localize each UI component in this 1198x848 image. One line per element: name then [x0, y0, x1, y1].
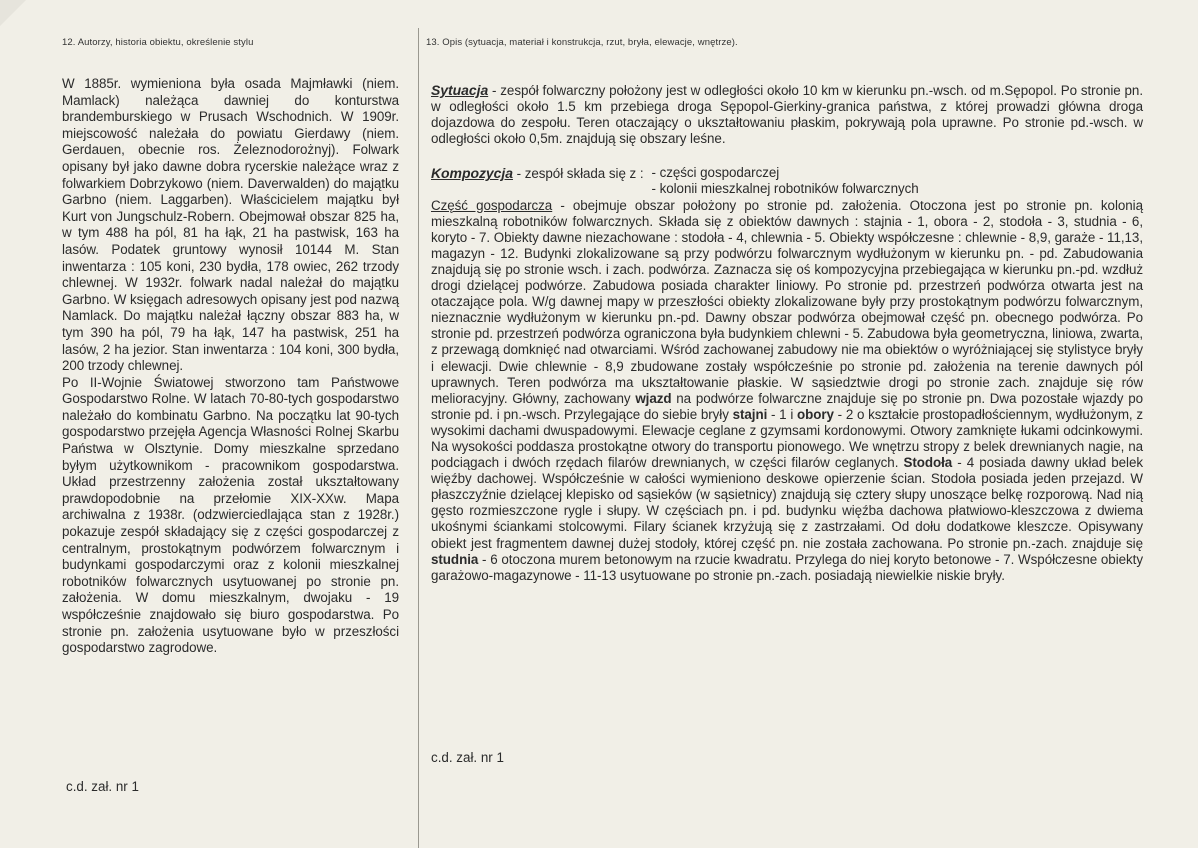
description-text: - 6 otoczona murem betonowym na rzucie kwadratu. Przylega do niej koryto betonowe - 7. Współczesne obiekty garażowo-magazynowe - 11-13 usytuowane po stronie pn.-zach. posiadają niewielkie niskie bryły.: [431, 551, 1143, 583]
column-divider: [418, 28, 419, 848]
history-column: [62, 76, 399, 657]
studnia-term: studnia: [431, 551, 479, 567]
history-paragraph-1: W 1885r. wymieniona była osada Majmławki (niem. Mamlack) należąca dawniej do konturstwa brandemburskiego w Prusach Wschodnich. W 1909r. miejscowość należała do powiatu Gierdawy (niem. Gerdauen, obecnie ros. Żeleznodorożnyj). Folwark opisany był jako dawne dobra rycerskie należące wraz z folwarkiem Dobrzykowo (niem. Daverwalden) do majątku Garbno (niem. Laggarben). Właścicielem majątku był Kurt von Jungschulz-Robern. Obejmował obszar 825 ha, w tym 488 ha pól, 81 ha łąk, 21 ha pastwisk, 163 ha lasów. Podatek gruntowy wynosił 10144 M. Stan inwentarza : 105 koni, 230 bydła, 178 owiec, 262 trzody chlewnej. W 1932r. folwark nadal należał do majątku Garbno. W księgach adresowych opisany jest pod nazwą Namlack. Do majątku należał łączny obszar 883 ha, w tym 390 ha pól, 79 ha łąk, 147 ha pastwisk, 251 ha lasów, 2 ha jezior. Stan inwentarza : 104 koni, 300 bydła, 200 trzody chlewnej.: [62, 76, 399, 374]
kompozycja-label: Kompozycja: [431, 165, 513, 182]
kompozycja-item: - części gospodarczej: [651, 165, 780, 181]
kompozycja-paragraph: [431, 165, 1143, 197]
spacer: [431, 147, 1143, 165]
history-paragraph-2: Po II-Wojnie Światowej stworzono tam Państwowe Gospodarstwo Rolne. W latach 70-80-tych gospodarstwo należało do kombinatu Garbno. Na początku lat 90-tych gospodarstwo przejęła Agencja Własności Rolnej Skarbu Państwa w Olsztynie. Domy mieszkalne sprzedano byłym użytkownikom - pracownikom gospodarstwa. Układ przestrzenny założenia został ukształtowany prawdopodobnie na przełomie XIX-XXw. Mapa archiwalna z 1938r. (odzwierciedlająca stan z 1928r.) pokazuje zespół składający się z części gospodarczej z centralnym, prostokątnym podwórzem folwarcznym i budynkami gospodarczymi oraz z kolonii mieszkalnej robotników folwarcznych usytuowanej po stronie pn. założenia. W domu mieszkalnym, dwojaku - 19 współcześnie znajdowało się biuro gospodarstwa. Po stronie pn. założenia usytuowane było w przeszłości gospodarstwo zagrodowe.: [62, 374, 399, 656]
sytuacja-label: Sytuacja: [431, 82, 489, 98]
page-corner: [0, 0, 26, 26]
description-text: na podwórze folwarczne znajduje się po stronie pn. Dwa pozostałe wjazdy po stronie pd. i pn.-wsch. Przylegające do siebie bryły: [431, 390, 1143, 422]
stajni-term: stajni: [732, 406, 768, 422]
description-column: [431, 82, 1143, 584]
description-text: - obejmuje obszar położony po stronie pd. założenia. Otoczona jest po stronie pn. kolonią mieszkalną robotników folwarcznych. Składa się z obiektów dawnych : stajnia - 1, obora - 2, stodoła - 3, studnia - 6, koryto - 7. Obiekty dawne niezachowane : stodoła - 4, chlewnia - 5. Obiekty współczesne : chlewnie - 8,9, garaże - 11,13, magazyn - 12. Budynki zlokalizowane są przy podwórzu folwarcznym wydłużonym w kierunku pn. - pd. Zabudowania znajdują się po stronie wsch. i zach. podwórza. Zaznacza się oś kompozycyjna przebiegająca w kierunku pn.-pd. wzdłuż drogi dzielącej podwórze. Zabudowa posiada charakter liniowy. Po stronie pd. przestrzeń podwórza otwarta jest na otaczające pola. W/g dawnej mapy w przeszłości obiekty zlokalizowane były przy prostokątnym podwórzu folwarcznym, nieznacznie wydłużonym w kierunku pn.-pd. Dawny obszar podwórza obejmował część pn. obecnego podwórza. Po stronie pd. przestrzeń podwórza ograniczona była budynkiem chlewni - 5. Zabudowa była geometryczna, liniowa, zwarta, z przewagą domknięć nad otwarciami. Wśród zachowanej zabudowy nie ma obiektów o wyróżniającej się stylistyce bryły i elewacji. Dwie chlewnie - 8,9 zbudowane zostały współcześnie po stronie pd. założenia na terenie dawnych pól uprawnych. Teren podwórza ma ukształtowanie płaskie. W sąsiedztwie drogi po stronie zach. znajduje się rów melioracyjny. Główny, zachowany: [431, 197, 1143, 406]
description-text: - 2 o kształcie prostopadłościennym, wydłużonym, z wysokimi dachami dwuspadowymi. Elewacje ceglane z gzymsami kordonowymi. Otwory zamknięte łukami odcinkowymi. Na wysokości poddasza prostokątne otwory do transportu pionowego. We wnętrzu stropy z belek drewnianych nagie, na podciągach i dwóch rzędach filarów drewnianych, w części filarów ceglanych.: [431, 406, 1143, 471]
kompozycja-item: - kolonii mieszkalnej robotników folwarcznych: [651, 181, 919, 197]
description-text: - 1 i: [767, 406, 797, 422]
kompozycja-text: - zespół składa się z :: [512, 166, 644, 182]
sytuacja-paragraph: [431, 82, 1143, 147]
right-continuation-note: c.d. zał. nr 1: [431, 750, 504, 765]
description-text: - 4 posiada dawny układ belek więźby dachowej. Współcześnie w całości wymieniono deskowe opierzenie ścian. Stodoła posiada jeden przejazd. W płaszczyźnie dzielącej klepisko od sąsieków (w sąsietnicy) znajdują się cztery słupy unoszące belkę rozporową. Nad nią gęsto rozmieszczone rygle i słupy. W częściach pn. i pd. budynku więźba dachowa płatwiowo-kleszczowa z dwiema ukośnymi ściankami stolcowymi. Filary ścianek krzyżują się z zastrzałami. Od dołu dodatkowe kleszcze. Opisywany obiekt jest fragmentem dawnej dużej stodoły, której część pn. nie została zachowana. Po stronie pn.-zach. znajduje się: [431, 455, 1143, 551]
czesc-gospodarcza-label: Część gospodarcza: [431, 197, 553, 213]
wjazd-term: wjazd: [635, 390, 672, 406]
section-13-title: 13. Opis (sytuacja, materiał i konstrukcja, rzut, bryła, elewacje, wnętrze).: [426, 37, 738, 48]
sytuacja-text: - zespół folwarczny położony jest w odległości około 10 km w kierunku pn.-wsch. od m.Sępopol. Po stronie pn. w odległości około 1.5 km przebiega droga Sępopol-Gierkiny-granica państwa, z której prowadzi główna droga dojazdowa do zespołu. Teren otaczający o ukształtowaniu płaskim, pokrywają pola uprawne. Po stronie pd.-wsch. w odległości około 0,5m. znajdują się obszary leśne.: [431, 83, 1143, 147]
stodola-term: Stodoła: [903, 455, 953, 471]
left-continuation-note: c.d. zał. nr 1: [66, 779, 139, 794]
obory-term: obory: [796, 406, 834, 422]
section-12-title: 12. Autorzy, historia obiektu, określenie stylu: [62, 37, 254, 48]
kompozycja-list: [652, 165, 919, 197]
czesc-gospodarcza-paragraph: [431, 198, 1143, 584]
